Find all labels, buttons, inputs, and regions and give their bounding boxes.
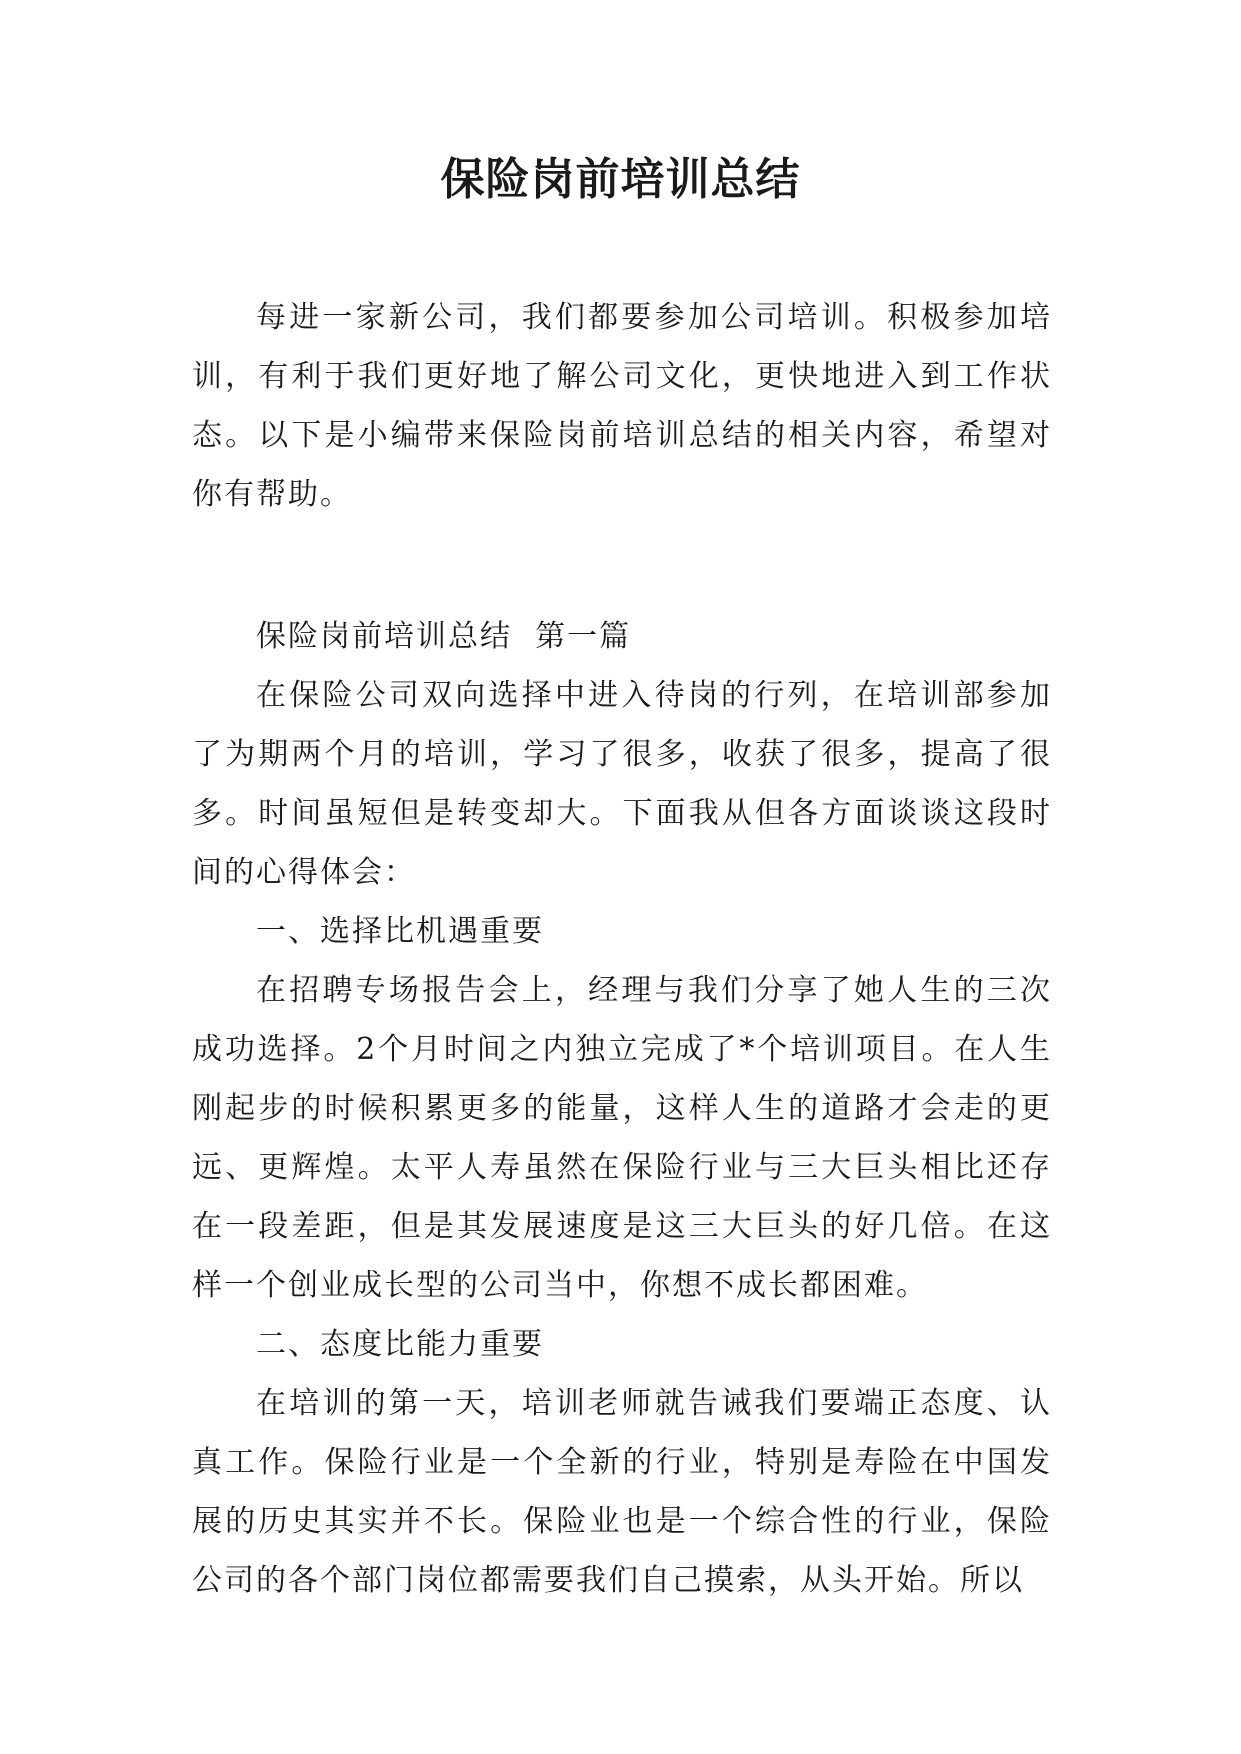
section-title: 保险岗前培训总结 第一篇: [256, 619, 632, 654]
subheading-1: 一、选择比机遇重要: [256, 914, 544, 949]
document-body: [192, 288, 1052, 1610]
body-paragraph-3: 在培训的第一天，培训老师就告诫我们要端正态度、认真工作。保险行业是一个全新的行业，特别是寿险在中国发展的历史其实并不长。保险业也是一个综合性的行业，保险公司的各个部门岗位都需要我们自己摸索，从头开始。所以: [192, 1386, 1052, 1598]
subheading-2: 二、态度比能力重要: [256, 1327, 544, 1362]
document-title: 保险岗前培训总结: [440, 154, 801, 205]
intro-paragraph: 每进一家新公司，我们都要参加公司培训。积极参加培训，有利于我们更好地了解公司文化，更快地进入到工作状态。以下是小编带来保险岗前培训总结的相关内容，希望对你有帮助。: [192, 300, 1052, 512]
body-paragraph-2: 在招聘专场报告会上，经理与我们分享了她人生的三次成功选择。2个月时间之内独立完成了*个培训项目。在人生刚起步的时候积累更多的能量，这样人生的道路才会走的更远、更辉煌。太平人寿虽然在保险行业与三大巨头相比还存在一段差距，但是其发展速度是这三大巨头的好几倍。在这样一个创业成长型的公司当中，你想不成长都困难。: [192, 973, 1052, 1303]
paragraph-spacer: [192, 524, 1052, 607]
body-paragraph-1: 在保险公司双向选择中进入待岗的行列，在培训部参加了为期两个月的培训，学习了很多，收获了很多，提高了很多。时间虽短但是转变却大。下面我从但各方面谈谈这段时间的心得体会：: [192, 678, 1052, 890]
